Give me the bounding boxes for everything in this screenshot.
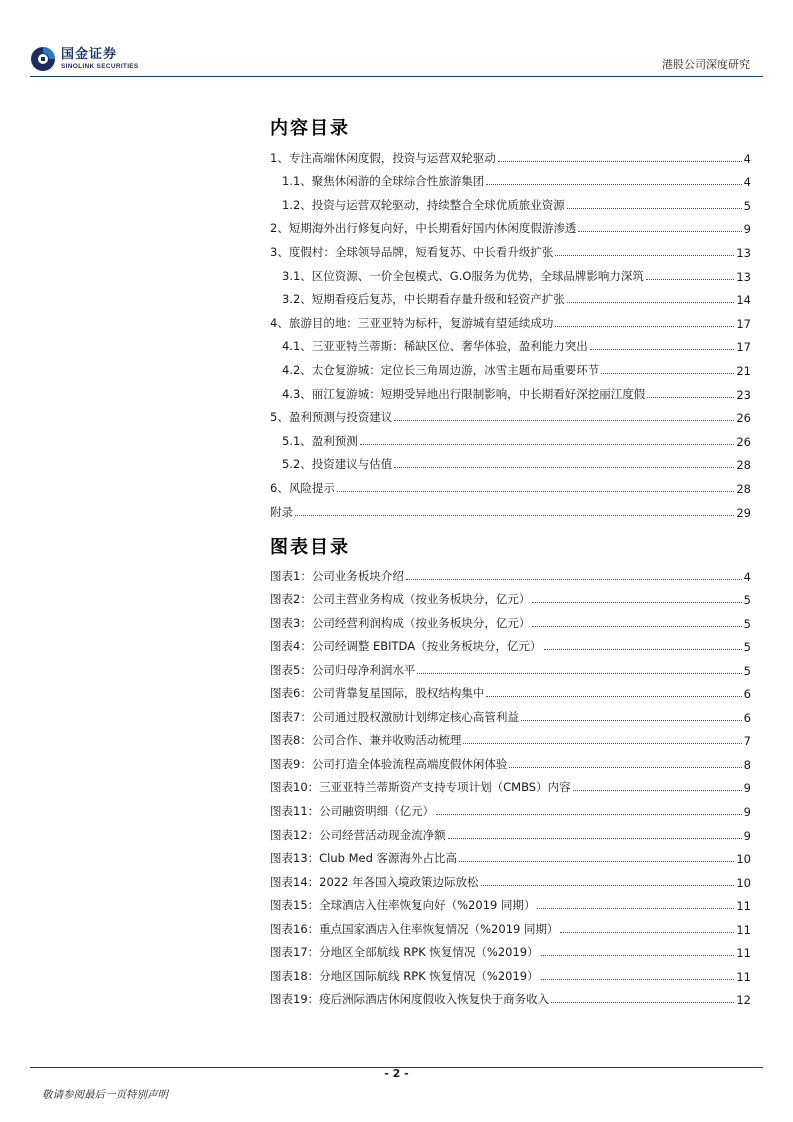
- toc-entry-label: 3.2、短期看疫后复苏，中长期看存量升级和轻资产扩张: [282, 292, 565, 307]
- figure-entry-label: 图表13：Club Med 客源海外占比高: [270, 851, 458, 866]
- figure-entry-label: 图表18：分地区国际航线 RPK 恢复情况（%2019）: [270, 968, 539, 983]
- figure-entry-label: 图表7：公司通过股权激励计划绑定核心高管利益: [270, 709, 519, 724]
- dot-leader: [406, 579, 742, 580]
- dot-leader: [601, 373, 734, 374]
- toc-entry-page: 29: [736, 505, 751, 520]
- toc-entry[interactable]: [270, 472, 751, 496]
- dot-leader: [560, 932, 734, 933]
- toc-entry-label: 4.2、太仓复游城：定位长三角周边游，冰雪主题布局重要环节: [282, 362, 600, 377]
- toc-entry[interactable]: [270, 496, 751, 520]
- figure-entry[interactable]: [270, 701, 751, 725]
- toc-entry-label: 2、短期海外出行修复向好，中长期看好国内休闲度假游渗透: [270, 221, 577, 236]
- toc-entry-page: 13: [736, 245, 751, 260]
- toc-entry[interactable]: [270, 260, 751, 284]
- figure-entry-page: 11: [736, 946, 751, 961]
- dot-leader: [541, 955, 735, 956]
- dot-leader: [567, 208, 742, 209]
- toc-entry[interactable]: [270, 331, 751, 355]
- toc-entry[interactable]: [270, 425, 751, 449]
- figure-entry-label: 图表2：公司主营业务构成（按业务板块分，亿元）: [270, 592, 531, 607]
- dot-leader: [551, 1002, 734, 1003]
- dot-leader: [578, 231, 741, 232]
- toc-entry-page: 9: [743, 222, 751, 237]
- figure-entry[interactable]: [270, 984, 751, 1008]
- dot-leader: [567, 302, 735, 303]
- figure-entry[interactable]: [270, 960, 751, 984]
- figure-entry-page: 5: [743, 640, 751, 655]
- figure-entry-label: 图表17：分地区全部航线 RPK 恢复情况（%2019）: [270, 945, 539, 960]
- dot-leader: [337, 491, 735, 492]
- figure-entry[interactable]: [270, 748, 751, 772]
- figure-entry-page: 7: [743, 734, 751, 749]
- dot-leader: [481, 885, 735, 886]
- toc-entry-label: 6、风险提示: [270, 480, 335, 495]
- dot-leader: [486, 696, 741, 697]
- contents-title: 内容目录: [270, 118, 350, 139]
- toc-entry-page: 28: [736, 481, 751, 496]
- dot-leader: [486, 184, 741, 185]
- dot-leader: [573, 790, 742, 791]
- figure-entry-page: 5: [743, 593, 751, 608]
- figures-title: 图表目录: [270, 537, 350, 558]
- toc-entry-page: 23: [736, 387, 751, 402]
- figure-entry-page: 11: [736, 969, 751, 984]
- dot-leader: [463, 743, 741, 744]
- dot-leader: [394, 420, 734, 421]
- toc-entry-label: 5、盈利预测与投资建议: [270, 410, 393, 425]
- figure-entry-page: 11: [736, 922, 751, 937]
- logo-english-name: SINOLINK SECURITIES: [61, 63, 139, 70]
- sinolink-logo-icon: [30, 46, 56, 72]
- figure-entry-label: 图表16：重点国家酒店入住率恢复情况（%2019 同期）: [270, 921, 559, 936]
- toc-entry-page: 4: [743, 151, 751, 166]
- toc-entry-label: 3.1、区位资源、一价全包模式、G.O服务为优势，全球品牌影响力深筑: [282, 268, 644, 283]
- figure-entry-label: 图表3：公司经营利润构成（按业务板块分，亿元）: [270, 615, 531, 630]
- toc-entry-page: 17: [736, 340, 751, 355]
- dot-leader: [544, 649, 742, 650]
- company-logo: [30, 42, 139, 76]
- figure-entry-page: 8: [743, 757, 751, 772]
- logo-chinese-name: 国金证券: [61, 47, 118, 62]
- toc-entry-label: 附录: [270, 504, 293, 519]
- figure-entry[interactable]: [270, 913, 751, 937]
- toc-entry-label: 1.1、聚焦休闲游的全球综合性旅游集团: [282, 174, 485, 189]
- dot-leader: [541, 979, 735, 980]
- dot-leader: [646, 279, 734, 280]
- toc-entry[interactable]: [270, 142, 751, 166]
- dot-leader: [555, 255, 734, 256]
- toc-entry[interactable]: [270, 378, 751, 402]
- figure-entry-page: 5: [743, 616, 751, 631]
- figure-entry[interactable]: [270, 584, 751, 608]
- toc-entry[interactable]: [270, 354, 751, 378]
- figure-entry[interactable]: [270, 654, 751, 678]
- dot-leader: [498, 161, 742, 162]
- figure-entry-label: 图表15：全球酒店入住率恢复向好（%2019 同期）: [270, 898, 536, 913]
- toc-entry[interactable]: [270, 284, 751, 308]
- dot-leader: [417, 673, 741, 674]
- figure-entry-label: 图表12：公司经营活动现金流净额: [270, 827, 446, 842]
- figure-entry[interactable]: [270, 866, 751, 890]
- figure-entry-page: 12: [736, 993, 751, 1008]
- figure-entry-label: 图表10：三亚亚特兰蒂斯资产支持专项计划（CMBS）内容: [270, 780, 571, 795]
- toc-entry-page: 21: [736, 363, 751, 378]
- dot-leader: [295, 515, 734, 516]
- dot-leader: [436, 814, 742, 815]
- figure-entry[interactable]: [270, 819, 751, 843]
- figure-entry-page: 4: [743, 569, 751, 584]
- dot-leader: [537, 908, 734, 909]
- figure-entry[interactable]: [270, 890, 751, 914]
- toc-entry-page: 17: [736, 316, 751, 331]
- toc-entry-label: 4.3、丽江复游城：短期受异地出行限制影响，中长期看好深挖丽江度假: [282, 386, 646, 401]
- figure-entry[interactable]: [270, 631, 751, 655]
- toc-entry-page: 5: [743, 198, 751, 213]
- figure-entry[interactable]: [270, 843, 751, 867]
- figure-entry-page: 11: [736, 899, 751, 914]
- figure-entry[interactable]: [270, 772, 751, 796]
- toc-entry[interactable]: [270, 189, 751, 213]
- toc-entry-label: 4、旅游目的地：三亚亚特为标杆，复游城有望延续成功: [270, 315, 554, 330]
- dot-leader: [647, 397, 734, 398]
- dot-leader: [459, 861, 734, 862]
- toc-entry[interactable]: [270, 449, 751, 473]
- toc-entry[interactable]: [270, 213, 751, 237]
- figure-entry-page: 9: [743, 828, 751, 843]
- figure-entry-label: 图表14：2022 年各国入境政策边际放松: [270, 874, 479, 889]
- toc-entry-label: 3、度假村：全球领导品牌，短看复苏、中长看升级扩张: [270, 244, 554, 259]
- figure-entry-page: 5: [743, 663, 751, 678]
- page-header: [0, 0, 793, 82]
- toc-entry-page: 28: [736, 458, 751, 473]
- dot-leader: [394, 467, 734, 468]
- figure-entry-label: 图表8：公司合作、兼并收购活动梳理: [270, 733, 462, 748]
- figure-entry-page: 9: [743, 805, 751, 820]
- figure-entry-label: 图表11：公司融资明细（亿元）: [270, 804, 435, 819]
- toc-entry[interactable]: [270, 166, 751, 190]
- toc-entry-page: 26: [736, 434, 751, 449]
- figure-entry[interactable]: [270, 678, 751, 702]
- list-of-figures: [270, 560, 751, 1007]
- figure-entry[interactable]: [270, 937, 751, 961]
- figure-entry-label: 图表9：公司打造全体验流程高端度假休闲体验: [270, 756, 508, 771]
- figure-entry-page: 10: [736, 852, 751, 867]
- toc-entry-page: 14: [736, 293, 751, 308]
- dot-leader: [555, 326, 734, 327]
- figure-entry-label: 图表6：公司背靠复星国际，股权结构集中: [270, 686, 485, 701]
- figure-entry-page: 9: [743, 781, 751, 796]
- toc-entry-label: 5.2、投资建议与估值: [282, 457, 393, 472]
- dot-leader: [532, 626, 741, 627]
- page-number: - 2 -: [384, 1067, 409, 1080]
- figure-entry[interactable]: [270, 607, 751, 631]
- dot-leader: [448, 838, 742, 839]
- dot-leader: [521, 720, 742, 721]
- figure-entry-label: 图表1：公司业务板块介绍: [270, 568, 404, 583]
- figure-entry[interactable]: [270, 560, 751, 584]
- toc-entry-page: 4: [743, 175, 751, 190]
- figure-entry-page: 10: [736, 875, 751, 890]
- figure-entry-label: 图表4：公司经调整 EBITDA（按业务板块分，亿元）: [270, 639, 542, 654]
- toc-entry-label: 1.2、投资与运营双轮驱动，持续整合全球优质旅业资源: [282, 197, 565, 212]
- figure-entry[interactable]: [270, 795, 751, 819]
- header-divider: [30, 76, 763, 77]
- dot-leader: [360, 444, 735, 445]
- report-type-label: 港股公司深度研究: [662, 58, 750, 71]
- figure-entry-label: 图表5：公司归母净利润水平: [270, 662, 416, 677]
- toc-entry-label: 4.1、三亚亚特兰蒂斯：稀缺区位、奢华体验，盈利能力突出: [282, 339, 588, 354]
- toc-entry-label: 1、专注高端休闲度假，投资与运营双轮驱动: [270, 150, 496, 165]
- toc-entry[interactable]: [270, 236, 751, 260]
- toc-entry-label: 5.1、盈利预测: [282, 433, 358, 448]
- dot-leader: [509, 767, 741, 768]
- toc-entry[interactable]: [270, 402, 751, 426]
- dot-leader: [532, 602, 741, 603]
- dot-leader: [590, 349, 735, 350]
- disclaimer-note: 敬请参阅最后一页特别声明: [42, 1089, 168, 1101]
- figure-entry-label: 图表19：疫后洲际酒店休闲度假收入恢复快于商务收入: [270, 992, 550, 1007]
- figure-entry[interactable]: [270, 725, 751, 749]
- toc-entry-page: 26: [736, 411, 751, 426]
- figure-entry-page: 6: [743, 710, 751, 725]
- toc-entry-page: 13: [736, 269, 751, 284]
- table-of-contents: [270, 142, 751, 520]
- figure-entry-page: 6: [743, 687, 751, 702]
- toc-entry[interactable]: [270, 307, 751, 331]
